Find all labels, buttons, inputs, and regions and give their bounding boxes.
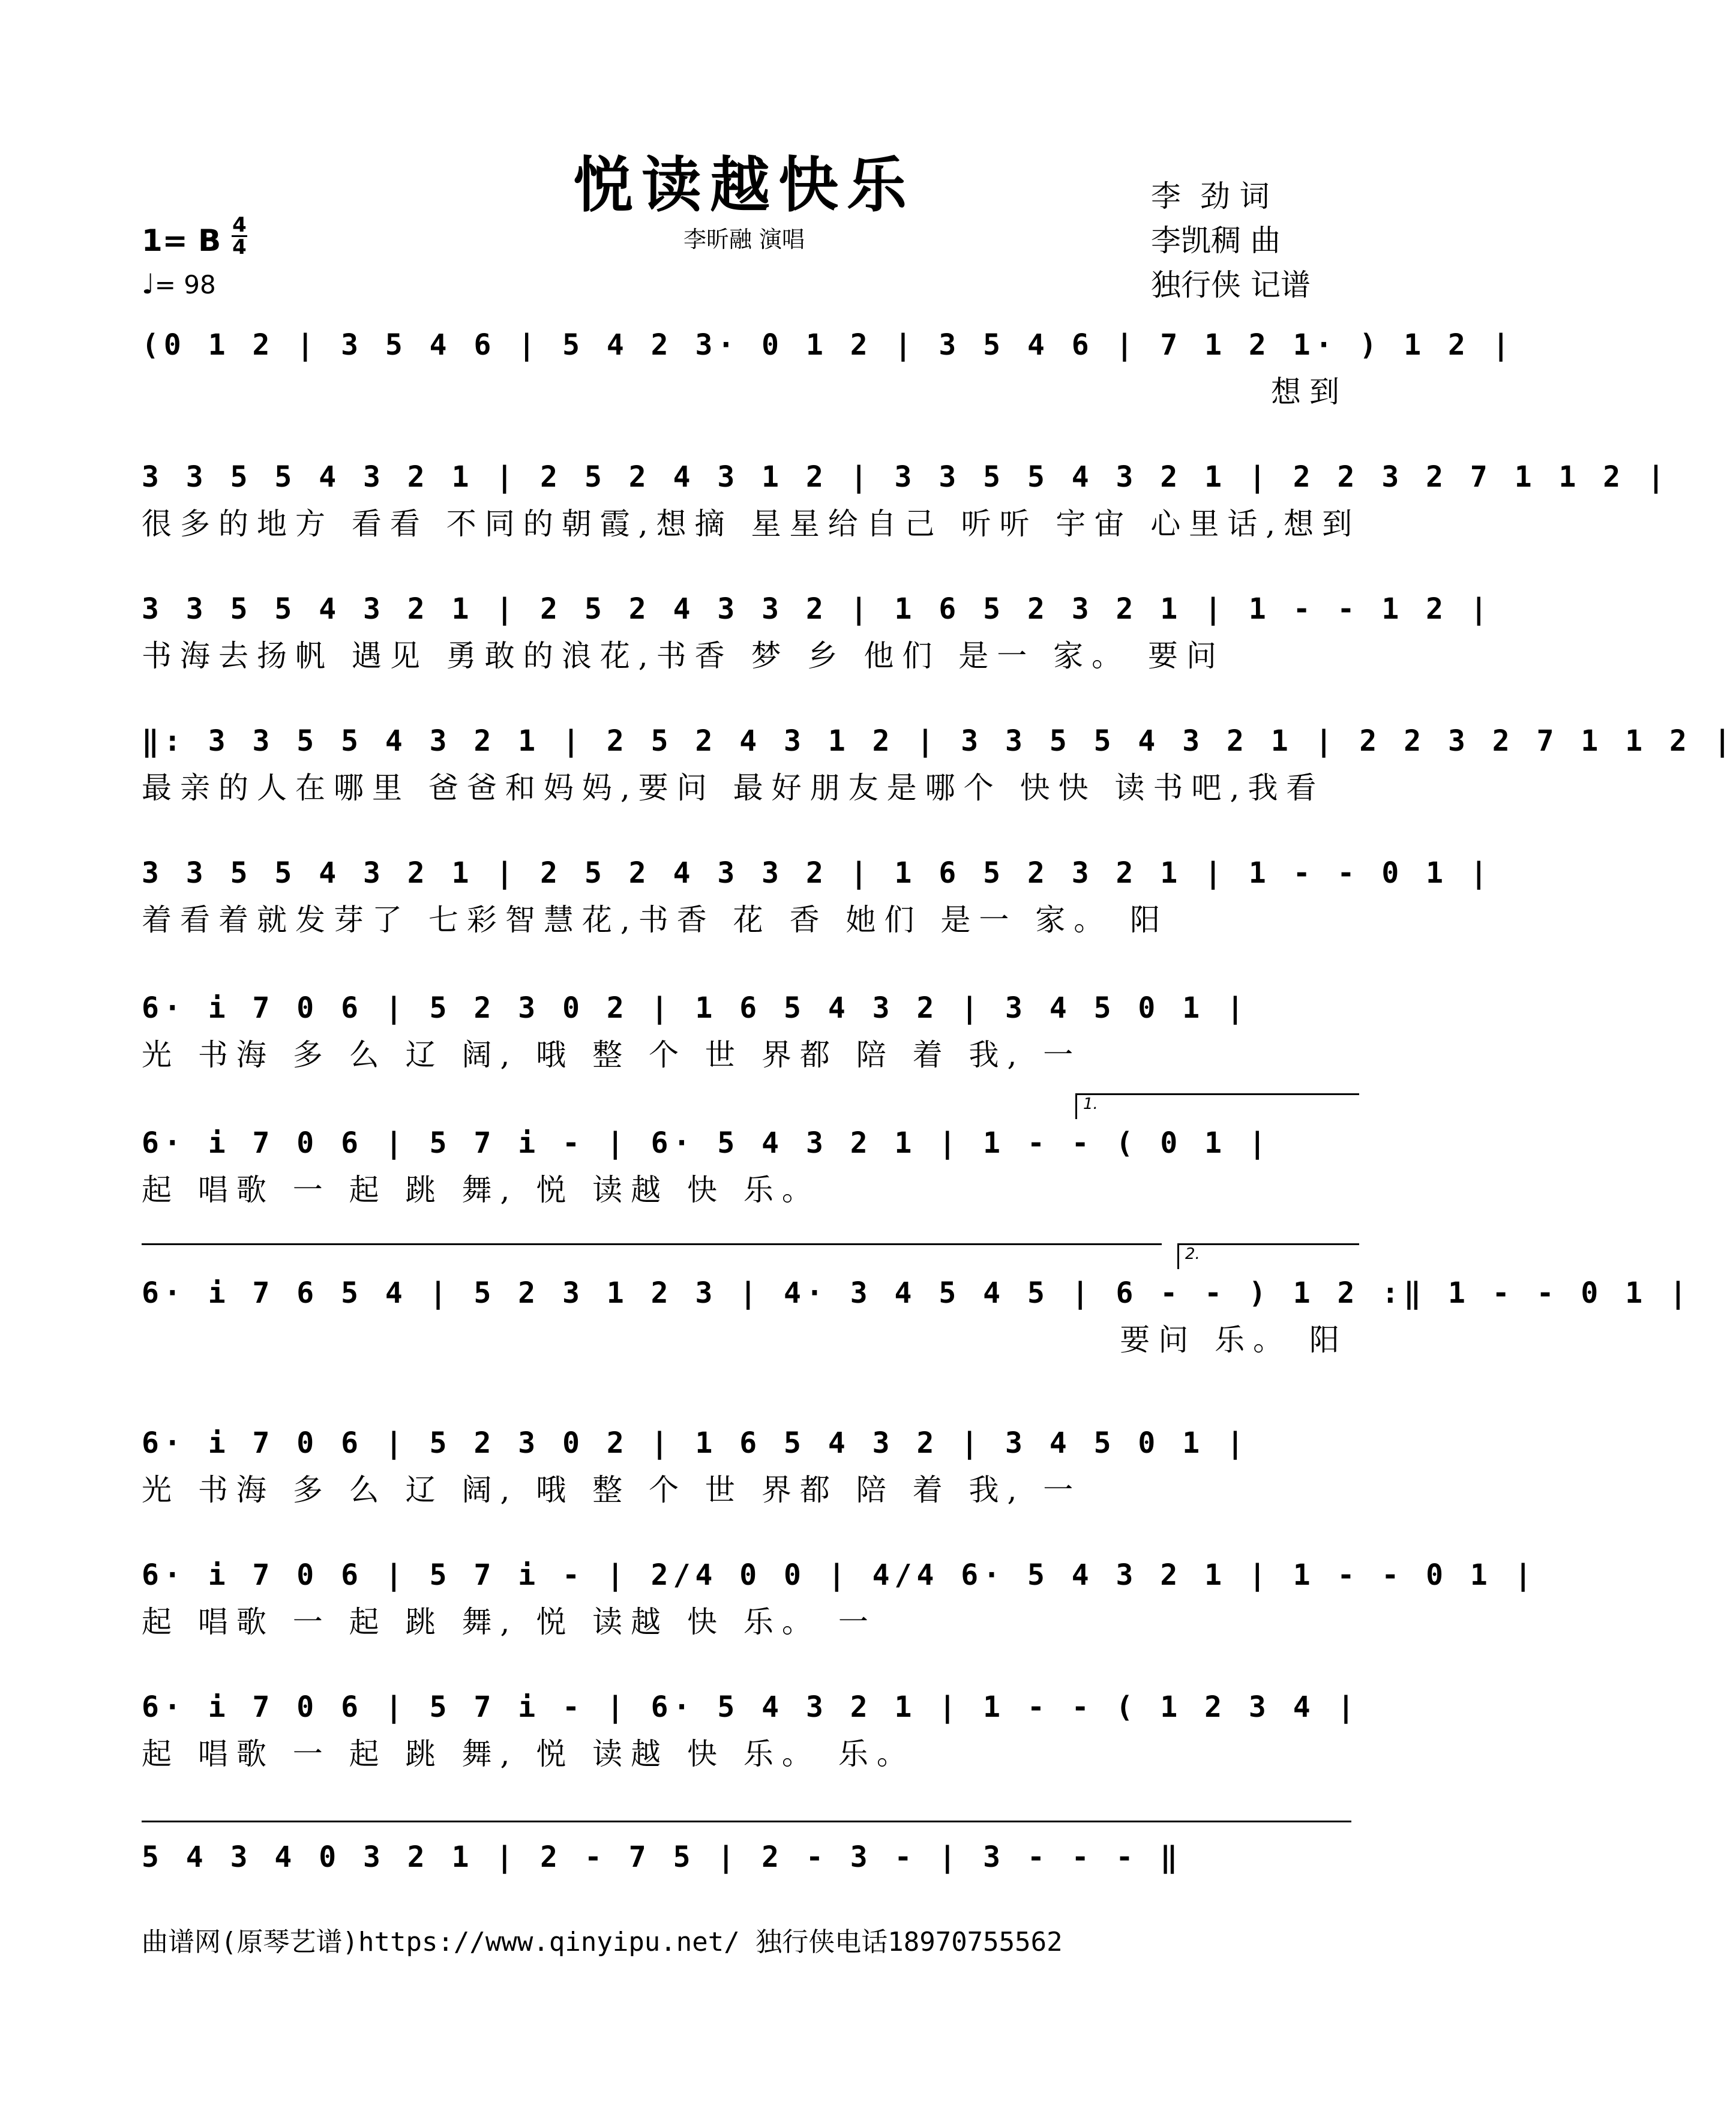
volta-1: 1. [1075,1093,1359,1119]
notation-line: ‖: 3 3 5 5 4 3 2 1 | 2 5 2 4 3 1 2 | 3 3 5 5 4 3 2 1 | 2 2 3 2 7 1 1 2 | [142,724,1736,758]
lyrics-line: 起 唱歌 一 起 跳 舞, 悦 读越 快 乐。 乐。 [142,1737,915,1771]
singer: 李昕融 演唱 [683,226,805,253]
lyrics-line: 起 唱歌 一 起 跳 舞, 悦 读越 快 乐。 一 [142,1605,877,1639]
lyrics-line: 起 唱歌 一 起 跳 舞, 悦 读越 快 乐。 [142,1173,820,1207]
notation-line: 6· i 7 0 6 | 5 2 3 0 2 | 1 6 5 4 3 2 | 3 4 5 0 1 | [142,1426,1249,1460]
tempo-value: = 98 [154,270,216,299]
notation-line: 3 3 5 5 4 3 2 1 | 2 5 2 4 3 3 2 | 1 6 5 2 3 2 1 | 1 - - 0 1 | [142,856,1492,890]
volta-2: 2. [1177,1243,1359,1269]
tempo [142,268,216,300]
lyrics-line: 着看着就发芽了 七彩智慧花,书香 花 香 她们 是一 家。 阳 [142,902,1169,937]
notation-line: 5 4 3 4 0 3 2 1 | 2 - 7 5 | 2 - 3 - | 3 - - - ‖ [142,1840,1183,1874]
notation-line: 6· i 7 0 6 | 5 2 3 0 2 | 1 6 5 4 3 2 | 3 4 5 0 1 | [142,991,1249,1025]
lyrics-line: 最亲的人在哪里 爸爸和妈妈,要问 最好朋友是哪个 快快 读书吧,我看 [142,770,1325,805]
lyrics-line: 要问 乐。 阳 [1120,1323,1348,1357]
footer: 曲谱网(原琴艺谱)https://www.qinyipu.net/ 独行侠电话18970755562 [142,1927,1063,1957]
tie-line [142,1821,1351,1822]
transcriber: 独行侠 记谱 [1151,268,1311,302]
key-signature: 1= B [142,223,221,258]
lyrics-line: 想到 [1271,374,1348,409]
notation-line: 6· i 7 0 6 | 5 7 i - | 6· 5 4 3 2 1 | 1 - - ( 0 1 | [142,1126,1271,1160]
composer: 李凯稠 曲 [1151,223,1281,258]
notation-line: 3 3 5 5 4 3 2 1 | 2 5 2 4 3 1 2 | 3 3 5 5 4 3 2 1 | 2 2 3 2 7 1 1 2 | [142,460,1669,494]
notation-line: 3 3 5 5 4 3 2 1 | 2 5 2 4 3 3 2 | 1 6 5 2 3 2 1 | 1 - - 1 2 | [142,592,1492,626]
notation-line: 6· i 7 0 6 | 5 7 i - | 2/4 0 0 | 4/4 6· 5 4 3 2 1 | 1 - - 0 1 | [142,1558,1537,1592]
volta-continuation-line [142,1243,1162,1245]
page-title: 悦读越快乐 [573,149,915,220]
lyricist: 李 劲 词 [1151,179,1270,214]
notation-line: 6· i 7 0 6 | 5 7 i - | 6· 5 4 3 2 1 | 1 - - ( 1 2 3 4 | [142,1690,1360,1724]
notation-line: 6· i 7 6 5 4 | 5 2 3 1 2 3 | 4· 3 4 5 4 5 | 6 - - ) 1 2 :‖ 1 - - 0 1 | [142,1276,1692,1310]
lyrics-line: 很多的地方 看看 不同的朝霞,想摘 星星给自己 听听 宇宙 心里话,想到 [142,506,1361,541]
quarter-note-icon: ♩ [142,268,155,300]
notation-line: (0 1 2 | 3 5 4 6 | 5 4 2 3· 0 1 2 | 3 5 4 6 | 7 1 2 1· ) 1 2 | [142,328,1515,362]
lyrics-line: 光 书海 多 么 辽 阔, 哦 整 个 世 界都 陪 着 我, 一 [142,1473,1082,1507]
time-signature [232,215,247,257]
time-signature-bottom: 4 [232,235,247,259]
time-signature-top: 4 [232,213,247,237]
lyrics-line: 书海去扬帆 遇见 勇敢的浪花,书香 梦 乡 他们 是一 家。 要问 [142,638,1225,673]
credits [1151,174,1311,307]
lyrics-line: 光 书海 多 么 辽 阔, 哦 整 个 世 界都 陪 着 我, 一 [142,1037,1082,1072]
